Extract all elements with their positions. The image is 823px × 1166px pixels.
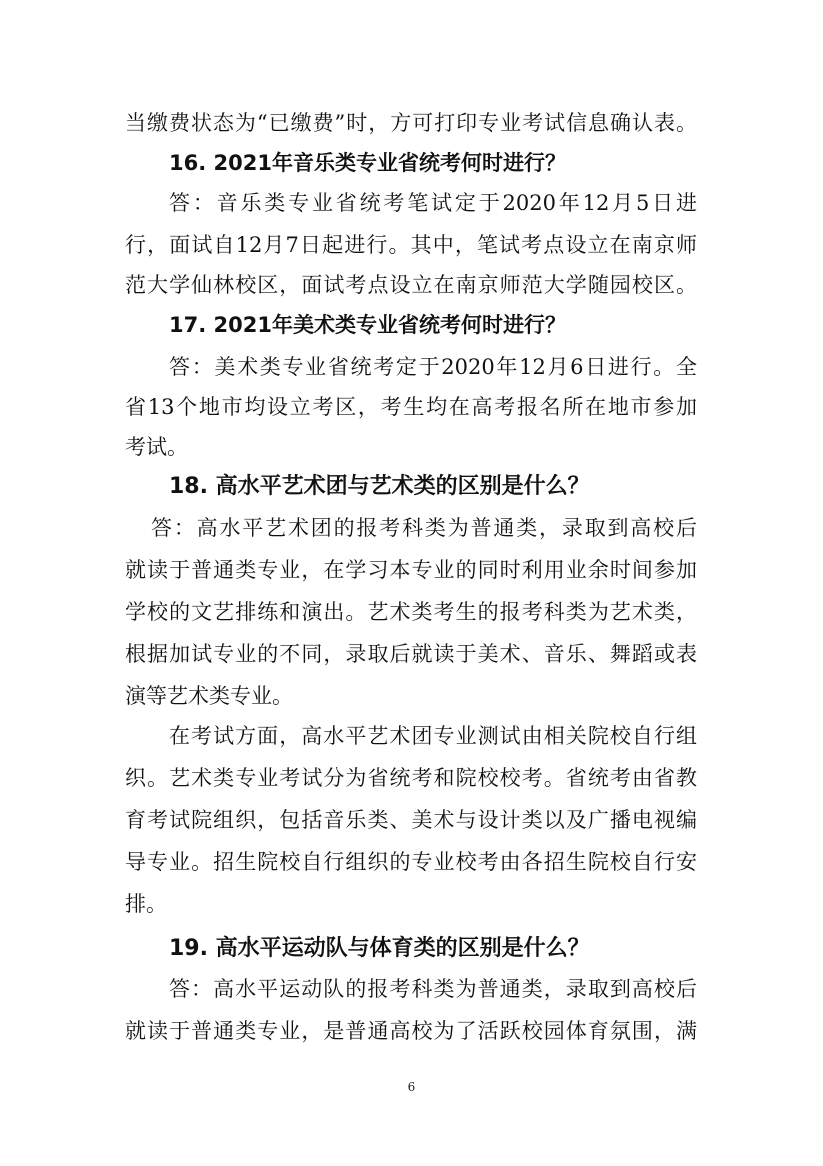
answer-line: 范大学仙林校区，面试考点设立在南京师范大学随园校区。 (125, 273, 697, 297)
answer-line: 根据加试专业的不同，录取后就读于美术、音乐、舞蹈或表 (125, 642, 697, 666)
answer-line: 行，面试自12月7日起进行。其中，笔试考点设立在南京师 (125, 233, 697, 257)
answer-line: 考试。 (125, 435, 188, 459)
question-heading-17: 17. 2021年美术类专业省统考何时进行？ (169, 313, 566, 337)
answer-line: 省13个地市均设立考区，考生均在高考报名所在地市参加 (125, 395, 697, 419)
answer-line: 答：音乐类专业省统考笔试定于2020年12月5日进 (169, 191, 697, 215)
question-heading-19: 19. 高水平运动队与体育类的区别是什么？ (169, 936, 590, 961)
answer-line: 就读于普通类专业，是普通高校为了活跃校园体育氛围，满 (125, 1019, 697, 1043)
paragraph-line: 在考试方面，高水平艺术团专业测试由相关院校自行组 (169, 724, 697, 748)
answer-line: 学校的文艺排练和演出。艺术类考生的报考科类为艺术类， (125, 600, 697, 624)
paragraph-line: 排。 (125, 892, 167, 916)
answer-line: 就读于普通类专业，在学习本专业的同时利用业余时间参加 (125, 558, 697, 582)
question-heading-16: 16. 2021年音乐类专业省统考何时进行？ (169, 151, 566, 175)
answer-line: 答：高水平艺术团的报考科类为普通类，录取到高校后 (151, 516, 697, 540)
paragraph-line: 当缴费状态为“已缴费”时，方可打印专业考试信息确认表。 (125, 111, 697, 135)
page-number: 6 (407, 1080, 416, 1094)
answer-line: 答：美术类专业省统考定于2020年12月6日进行。全 (169, 355, 697, 379)
paragraph-line: 育考试院组织，包括音乐类、美术与设计类以及广播电视编 (125, 808, 697, 832)
paragraph-line: 导专业。招生院校自行组织的专业校考由各招生院校自行安 (125, 850, 697, 874)
question-heading-18: 18. 高水平艺术团与艺术类的区别是什么？ (169, 474, 590, 499)
answer-line: 答：高水平运动队的报考科类为普通类，录取到高校后 (169, 977, 697, 1001)
paragraph-line: 织。艺术类专业考试分为省统考和院校校考。省统考由省教 (125, 766, 697, 790)
answer-line: 演等艺术类专业。 (125, 684, 293, 708)
